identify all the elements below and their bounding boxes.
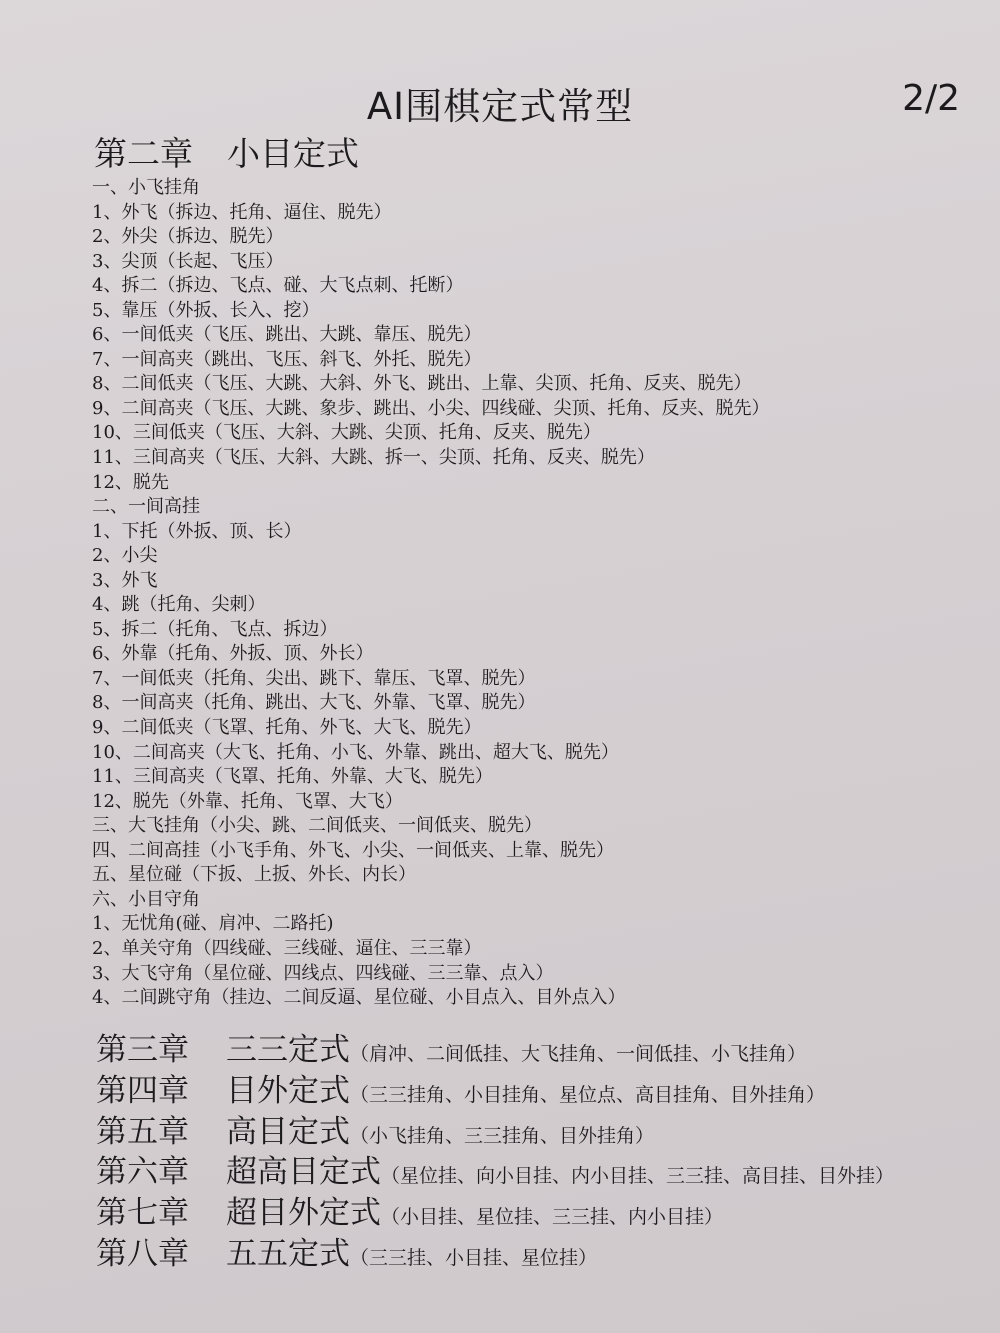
- list-item: 4、拆二（拆边、飞点、碰、大飞点刺、托断）: [92, 275, 464, 297]
- chapter-subtopics: （星位挂、向小目挂、内小目挂、三三挂、高目挂、目外挂）: [381, 1165, 895, 1188]
- list-item: 6、外靠（托角、外扳、顶、外长）: [92, 643, 374, 665]
- chapter-row: [96, 1234, 996, 1275]
- list-item: 6、一间低夹（飞压、跳出、大跳、靠压、脱先）: [92, 324, 482, 346]
- chapter-number: 第二章: [94, 134, 193, 173]
- list-item: 11、三间高夹（飞罩、托角、外靠、大飞、脱先）: [92, 766, 493, 788]
- list-item: 1、下托（外扳、顶、长）: [92, 520, 302, 542]
- chapter-2-heading: [94, 128, 359, 175]
- chapter-number: 第四章: [96, 1072, 189, 1109]
- list-item: 9、二间高夹（飞压、大跳、象步、跳出、小尖、四线碰、尖顶、托角、反夹、脱先）: [92, 397, 770, 419]
- chapter-number: 第八章: [96, 1235, 189, 1272]
- list-item: 1、无忧角(碰、肩冲、二路托): [92, 913, 334, 935]
- chapter-name: 三三定式: [226, 1032, 350, 1068]
- list-item: 四、二间高挂（小飞手角、外飞、小尖、一间低夹、上靠、脱先）: [92, 839, 614, 861]
- list-item: 二、一间高挂: [92, 496, 200, 518]
- chapter-name: 小目定式: [227, 134, 359, 173]
- chapter-number: 第五章: [96, 1113, 189, 1150]
- chapter-name: 超目外定式: [226, 1195, 381, 1232]
- chapter-row: [96, 1193, 996, 1234]
- chapter-row: [96, 1030, 996, 1071]
- list-item: 2、外尖（拆边、脱先）: [92, 226, 284, 248]
- chapter-subtopics: （小飞挂角、三三挂角、目外挂角）: [350, 1124, 655, 1147]
- chapter-subtopics: （三三挂、小目挂、星位挂）: [350, 1246, 598, 1269]
- list-item: 10、三间低夹（飞压、大斜、大跳、尖顶、托角、反夹、脱先）: [92, 422, 601, 444]
- chapter-subtopics: （小目挂、星位挂、三三挂、内小目挂）: [381, 1206, 724, 1229]
- chapter-name: 高目定式: [226, 1113, 350, 1150]
- list-item: 2、小尖: [92, 545, 158, 567]
- list-item: 3、大飞守角（星位碰、四线点、四线碰、三三靠、点入）: [92, 962, 554, 984]
- list-item: 5、拆二（托角、飞点、拆边）: [92, 618, 338, 640]
- chapter-number: 第三章: [96, 1032, 189, 1068]
- list-item: 5、靠压（外扳、长入、挖）: [92, 299, 320, 321]
- list-item: 12、脱先: [92, 471, 169, 493]
- list-item: 一、小飞挂角: [92, 177, 200, 198]
- chapter-row: [96, 1071, 996, 1112]
- chapter-name: 五五定式: [226, 1235, 350, 1272]
- chapter-number: 第七章: [96, 1195, 189, 1232]
- list-item: 六、小目守角: [92, 888, 200, 910]
- chapter-subtopics: （肩冲、二间低挂、大飞挂角、一间低挂、小飞挂角）: [350, 1043, 807, 1065]
- list-item: 8、一间高夹（托角、跳出、大飞、外靠、飞罩、脱先）: [92, 692, 536, 714]
- list-item: 7、一间高夹（跳出、飞压、斜飞、外托、脱先）: [92, 348, 482, 370]
- chapter-subtopics: （三三挂角、小目挂角、星位点、高目挂角、目外挂角）: [350, 1083, 826, 1106]
- chapter-2-list: [92, 176, 972, 1011]
- list-item: 11、三间高夹（飞压、大斜、大跳、拆一、尖顶、托角、反夹、脱先）: [92, 447, 655, 469]
- other-chapters: [96, 1030, 996, 1275]
- chapter-row: [96, 1112, 996, 1153]
- list-item: 10、二间高夹（大飞、托角、小飞、外靠、跳出、超大飞、脱先）: [92, 741, 619, 763]
- list-item: 五、星位碰（下扳、上扳、外长、内长）: [92, 864, 416, 886]
- list-item: 2、单关守角（四线碰、三线碰、逼住、三三靠）: [92, 937, 482, 959]
- list-item: 7、一间低夹（托角、尖出、跳下、靠压、飞罩、脱先）: [92, 667, 536, 689]
- list-item: 8、二间低夹（飞压、大跳、大斜、外飞、跳出、上靠、尖顶、托角、反夹、脱先）: [92, 373, 752, 395]
- list-item: 三、大飞挂角（小尖、跳、二间低夹、一间低夹、脱先）: [92, 815, 542, 837]
- list-item: 4、跳（托角、尖刺）: [92, 594, 266, 616]
- page-title: AI围棋定式常型: [366, 85, 634, 128]
- page-number: 2/2: [902, 78, 960, 119]
- chapter-name: 超高目定式: [226, 1154, 381, 1191]
- list-item: 1、外飞（拆边、托角、逼住、脱先）: [92, 201, 392, 223]
- list-item: 3、外飞: [92, 569, 158, 591]
- list-item: 3、尖顶（长起、飞压）: [92, 250, 284, 272]
- chapter-row: [96, 1152, 996, 1193]
- chapter-name: 目外定式: [226, 1072, 350, 1109]
- chapter-number: 第六章: [96, 1154, 189, 1191]
- list-item: 9、二间低夹（飞罩、托角、外飞、大飞、脱先）: [92, 717, 482, 739]
- list-item: 4、二间跳守角（挂边、二间反逼、星位碰、小目点入、目外点入）: [92, 987, 626, 1009]
- list-item: 12、脱先（外靠、托角、飞罩、大飞）: [92, 790, 403, 812]
